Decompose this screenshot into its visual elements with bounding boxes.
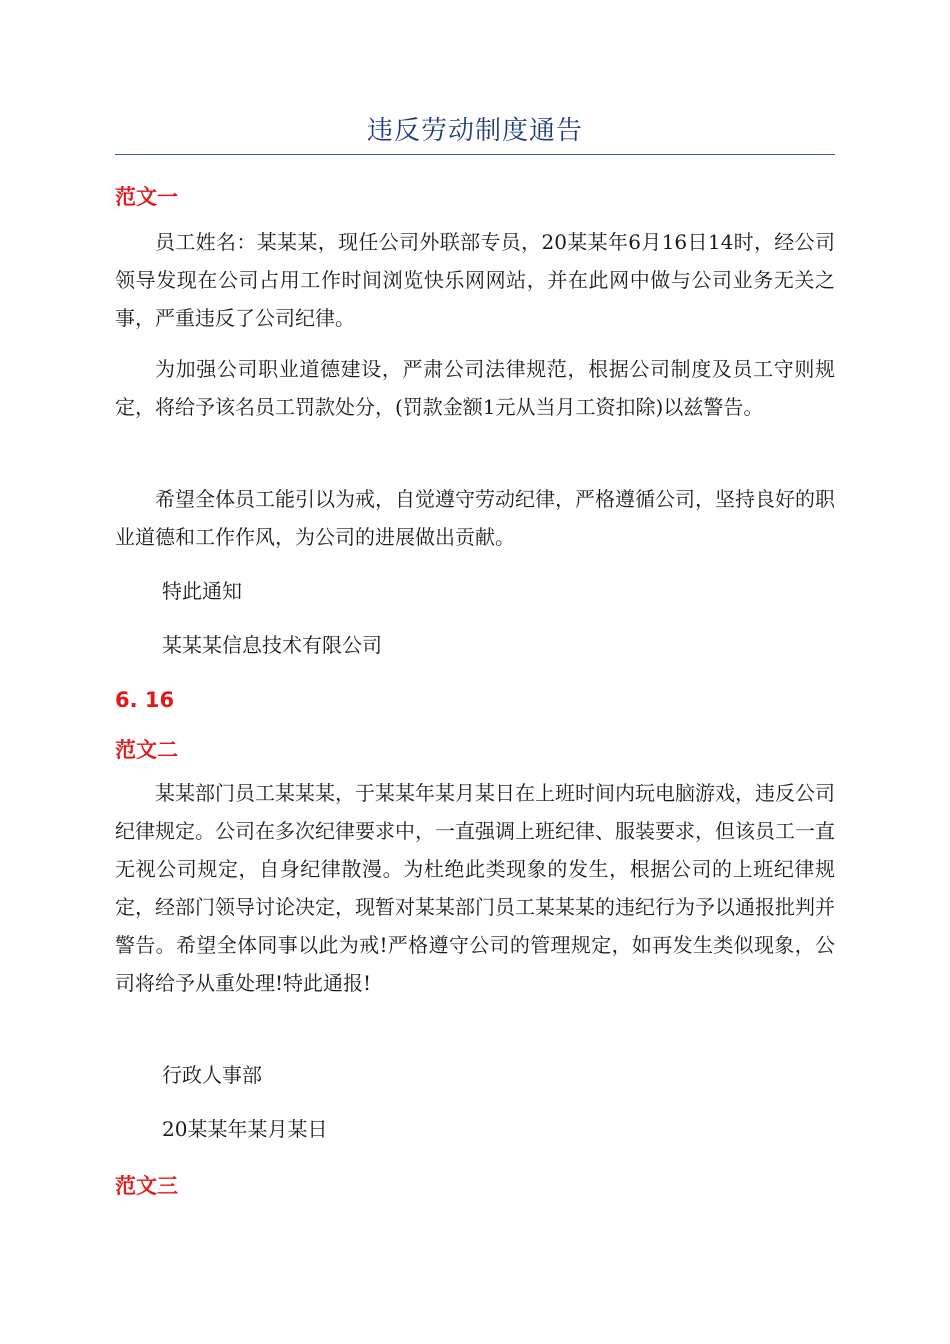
section1-paragraph-3: 希望全体员工能引以为戒，自觉遵守劳动纪律，严格遵循公司，坚持良好的职业道德和工作作风，为公司的进展做出贡献。 — [115, 487, 835, 549]
document-title: 违反劳动制度通告 — [366, 116, 583, 146]
section1-paragraph-2: 为加强公司职业道德建设，严肃公司法律规范，根据公司制度及员工守则规定，将给予该名员工罚款处分，(罚款金额1元从当月工资扣除)以兹警告。 — [115, 357, 835, 419]
section2-signature: 行政人事部 — [162, 1063, 262, 1087]
section2-heading: 范文二 — [115, 738, 178, 762]
section1-heading: 范文一 — [115, 185, 178, 209]
section1-closing: 特此通知 — [162, 579, 242, 603]
section1-company: 某某某信息技术有限公司 — [162, 633, 382, 657]
section2-date: 20某某年某月某日 — [162, 1117, 328, 1141]
section3-heading: 范文三 — [115, 1174, 178, 1198]
section2-paragraph-1: 某某部门员工某某某，于某某年某月某日在上班时间内玩电脑游戏，违反公司纪律规定。公司在多次纪律要求中，一直强调上班纪律、服装要求，但该员工一直无视公司规定，自身纪律散漫。为杜绝此类现象的发生，根据公司的上班纪律规定，经部门领导讨论决定，现暂对某某部门员工某某某的违纪行为予以通报批判并警告。希望全体同事以此为戒!严格遵守公司的管理规定，如再发生类似现象，公司将给予从重处理!特此通报! — [115, 781, 835, 995]
title-underline — [115, 154, 835, 155]
section1-date: 6. 16 — [115, 688, 175, 712]
section1-paragraph-1: 员工姓名：某某某，现任公司外联部专员，20某某年6月16日14时，经公司领导发现在公司占用工作时间浏览快乐网网站，并在此网中做与公司业务无关之事，严重违反了公司纪律。 — [115, 230, 835, 330]
